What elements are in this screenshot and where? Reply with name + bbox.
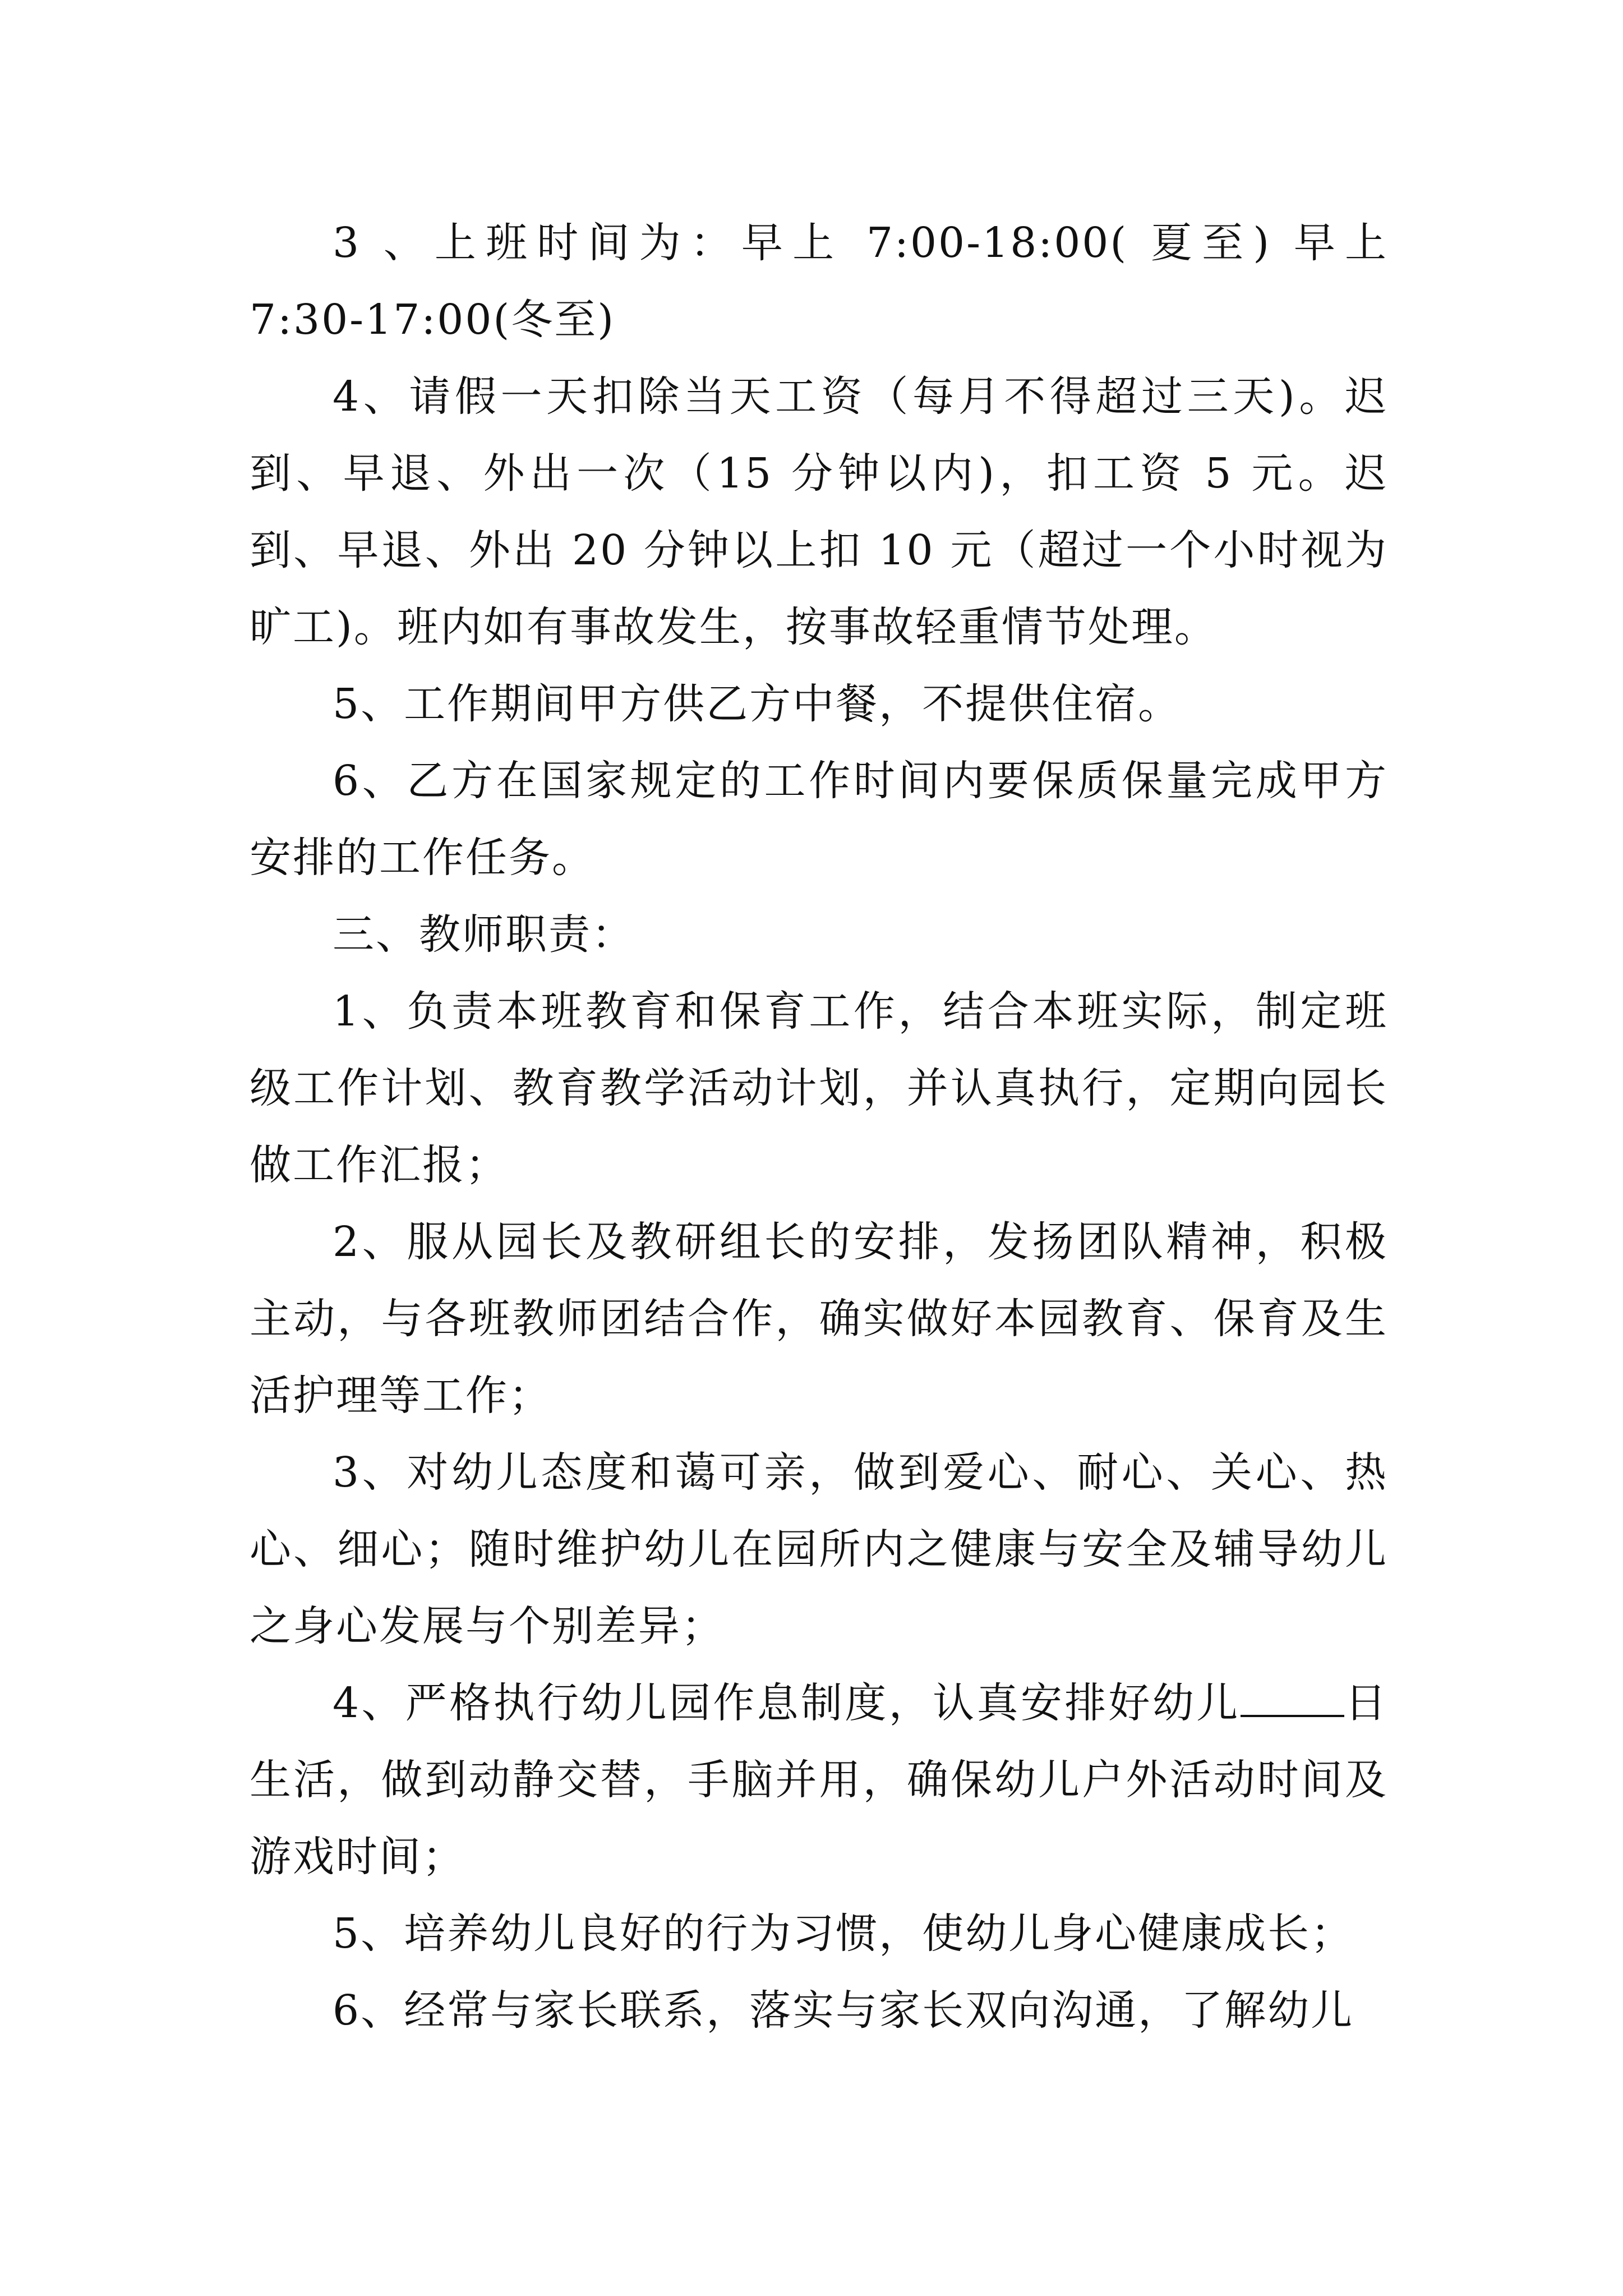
- paragraph-duty-5: 5、培养幼儿良好的行为习惯，使幼儿身心健康成长；: [333, 1910, 1354, 1958]
- document-body: [250, 205, 1388, 2049]
- duty-4-text-after-blank: 日生活，做到动静交替，手脑并用，确保幼儿户外活动时间及游戏时间；: [250, 1679, 1388, 1881]
- paragraph-duty-1: 1、负责本班教育和保育工作，结合本班实际，制定班级工作计划、教育教学活动计划，并认真执行，定期向园长做工作汇报；: [250, 987, 1388, 1189]
- fill-in-blank-line: [1241, 1681, 1344, 1717]
- paragraph-leave-deduction: 4、请假一天扣除当天工资（每月不得超过三天)。迟到、早退、外出一次（15 分钟以内)，扣工资 5 元。迟到、早退、外出 20 分钟以上扣 10 元（超过一个小时视为旷工)。班内如有事故发生，按事故轻重情节处理。: [250, 372, 1388, 651]
- paragraph-duty-6: 6、经常与家长联系，落实与家长双向沟通，了解幼儿: [333, 1986, 1354, 2035]
- paragraph-duty-2: 2、服从园长及教研组长的安排，发扬团队精神，积极主动，与各班教师团结合作，确实做好本园教育、保育及生活护理等工作；: [250, 1218, 1388, 1420]
- section-heading-teacher-duties: 三、教师职责：: [333, 910, 635, 959]
- paragraph-duty-4: [250, 1665, 1388, 1895]
- paragraph-work-hours: 3 、上班时间为：早上 7:00-18:00( 夏至) 早上 7:30-17:00(冬至): [250, 219, 1388, 344]
- paragraph-duty-3: 3、对幼儿态度和蔼可亲，做到爱心、耐心、关心、热心、细心；随时维护幼儿在园所内之健康与安全及辅导幼儿之身心发展与个别差异；: [250, 1448, 1388, 1650]
- paragraph-meals: 5、工作期间甲方供乙方中餐，不提供住宿。: [333, 680, 1182, 728]
- duty-4-text-before-blank: 4、严格执行幼儿园作息制度，认真安排好幼儿: [333, 1679, 1241, 1727]
- paragraph-work-tasks: 6、乙方在国家规定的工作时间内要保质保量完成甲方安排的工作任务。: [250, 757, 1388, 882]
